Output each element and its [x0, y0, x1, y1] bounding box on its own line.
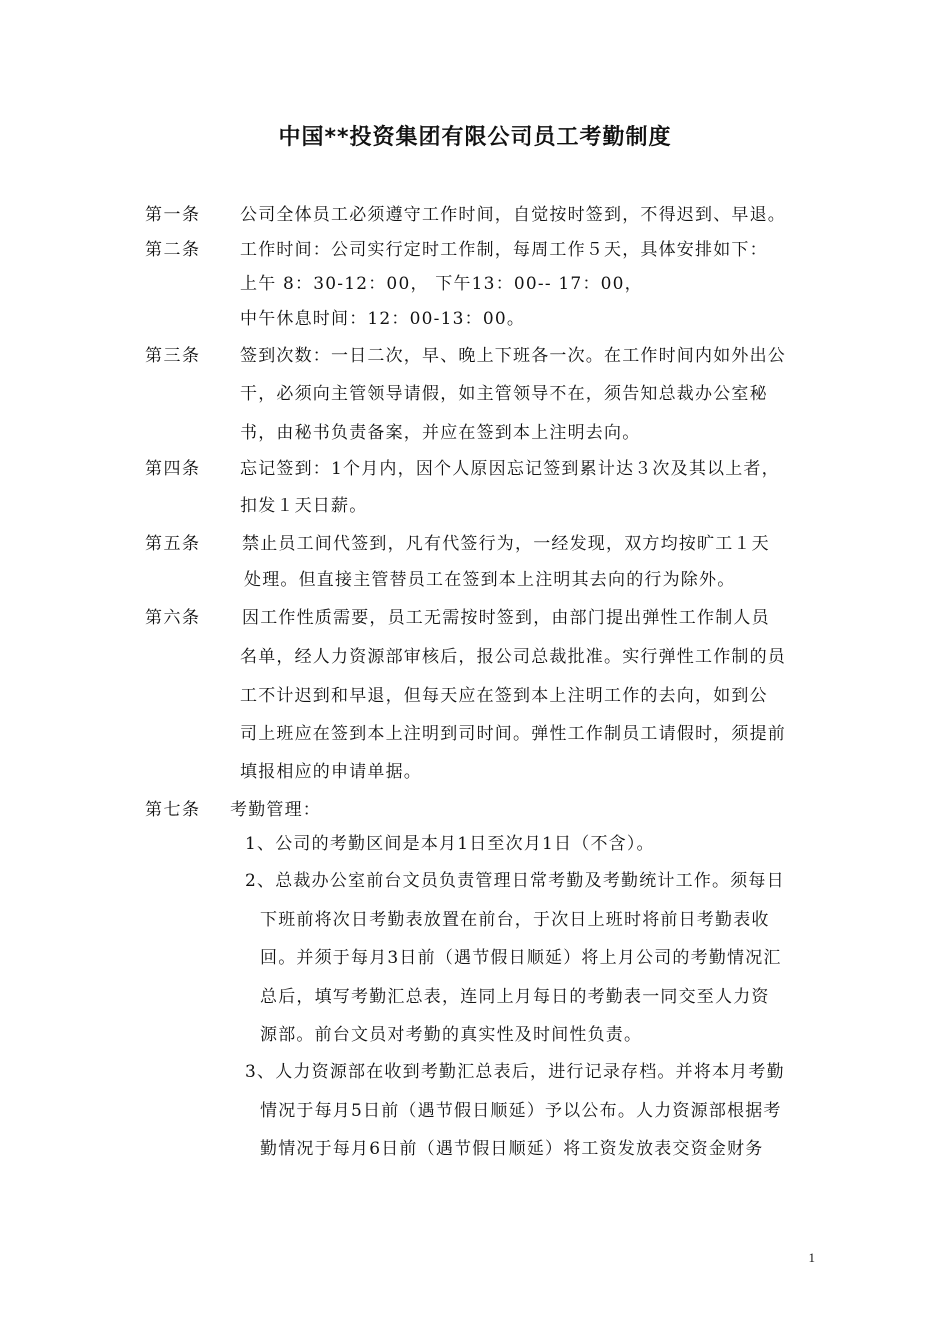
article-text-line: 名单，经人力资源部审核后，报公司总裁批准。实行弹性工作制的员: [240, 647, 786, 667]
article-text-line: 工作时间：公司实行定时工作制，每周工作５天，具体安排如下：: [240, 240, 768, 260]
list-item-line: 源部。前台文员对考勤的真实性及时间性负责。: [260, 1025, 643, 1045]
article-text-line: 书，由秘书负责备案，并应在签到本上注明去向。: [240, 423, 641, 443]
article-text-line: 因工作性质需要，员工无需按时签到，由部门提出弹性工作制人员: [242, 608, 770, 628]
article-text-line: 工不计迟到和早退，但每天应在签到本上注明工作的去向，如到公: [240, 686, 768, 706]
list-item-line: 总后，填写考勤汇总表，连同上月每日的考勤表一同交至人力资: [260, 987, 770, 1007]
list-item-line: 2、总裁办公室前台文员负责管理日常考勤及考勤统计工作。须每日: [245, 871, 785, 891]
article-text-line: 禁止员工间代签到，凡有代签行为，一经发现，双方均按旷工１天: [242, 534, 770, 554]
article-label: 第五条: [145, 534, 201, 554]
document-title: 中国**投资集团有限公司员工考勤制度: [278, 125, 672, 150]
list-item-line: 回。并须于每月3日前（遇节假日顺延）将上月公司的考勤情况汇: [260, 948, 782, 968]
article-label: 第三条: [145, 346, 201, 366]
article-text-line: 处理。但直接主管替员工在签到本上注明其去向的行为除外。: [244, 570, 736, 590]
article-text-line: 公司全体员工必须遵守工作时间，自觉按时签到，不得迟到、早退。: [240, 205, 786, 225]
list-item-line: 3、人力资源部在收到考勤汇总表后，进行记录存档。并将本月考勤: [245, 1062, 785, 1082]
article-text-line: 司上班应在签到本上注明到司时间。弹性工作制员工请假时，须提前: [240, 724, 786, 744]
article-text-line: 中午休息时间：12：00-13：00。: [240, 309, 526, 329]
article-text-line: 考勤管理：: [230, 800, 321, 820]
article-text-line: 上午 8：30-12：00， 下午13：00-- 17：00，: [240, 274, 643, 294]
article-label: 第七条: [145, 800, 201, 820]
article-text-line: 扣发１天日薪。: [240, 496, 368, 516]
list-item-line: 1、公司的考勤区间是本月1日至次月1日（不含）。: [245, 834, 655, 854]
page-number: 1: [808, 1250, 815, 1265]
article-label: 第一条: [145, 205, 201, 225]
article-text-line: 签到次数：一日二次，早、晚上下班各一次。在工作时间内如外出公: [240, 346, 786, 366]
list-item-line: 勤情况于每月6日前（遇节假日顺延）将工资发放表交资金财务: [260, 1139, 764, 1159]
article-label: 第二条: [145, 240, 201, 260]
article-label: 第六条: [145, 608, 201, 628]
article-text-line: 忘记签到：1个月内，因个人原因忘记签到累计达３次及其以上者，: [240, 459, 780, 479]
article-text-line: 干，必须向主管领导请假，如主管领导不在，须告知总裁办公室秘: [240, 384, 768, 404]
article-label: 第四条: [145, 459, 201, 479]
article-text-line: 填报相应的申请单据。: [240, 762, 422, 782]
list-item-line: 情况于每月5日前（遇节假日顺延）予以公布。人力资源部根据考: [260, 1101, 782, 1121]
list-item-line: 下班前将次日考勤表放置在前台，于次日上班时将前日考勤表收: [260, 910, 770, 930]
